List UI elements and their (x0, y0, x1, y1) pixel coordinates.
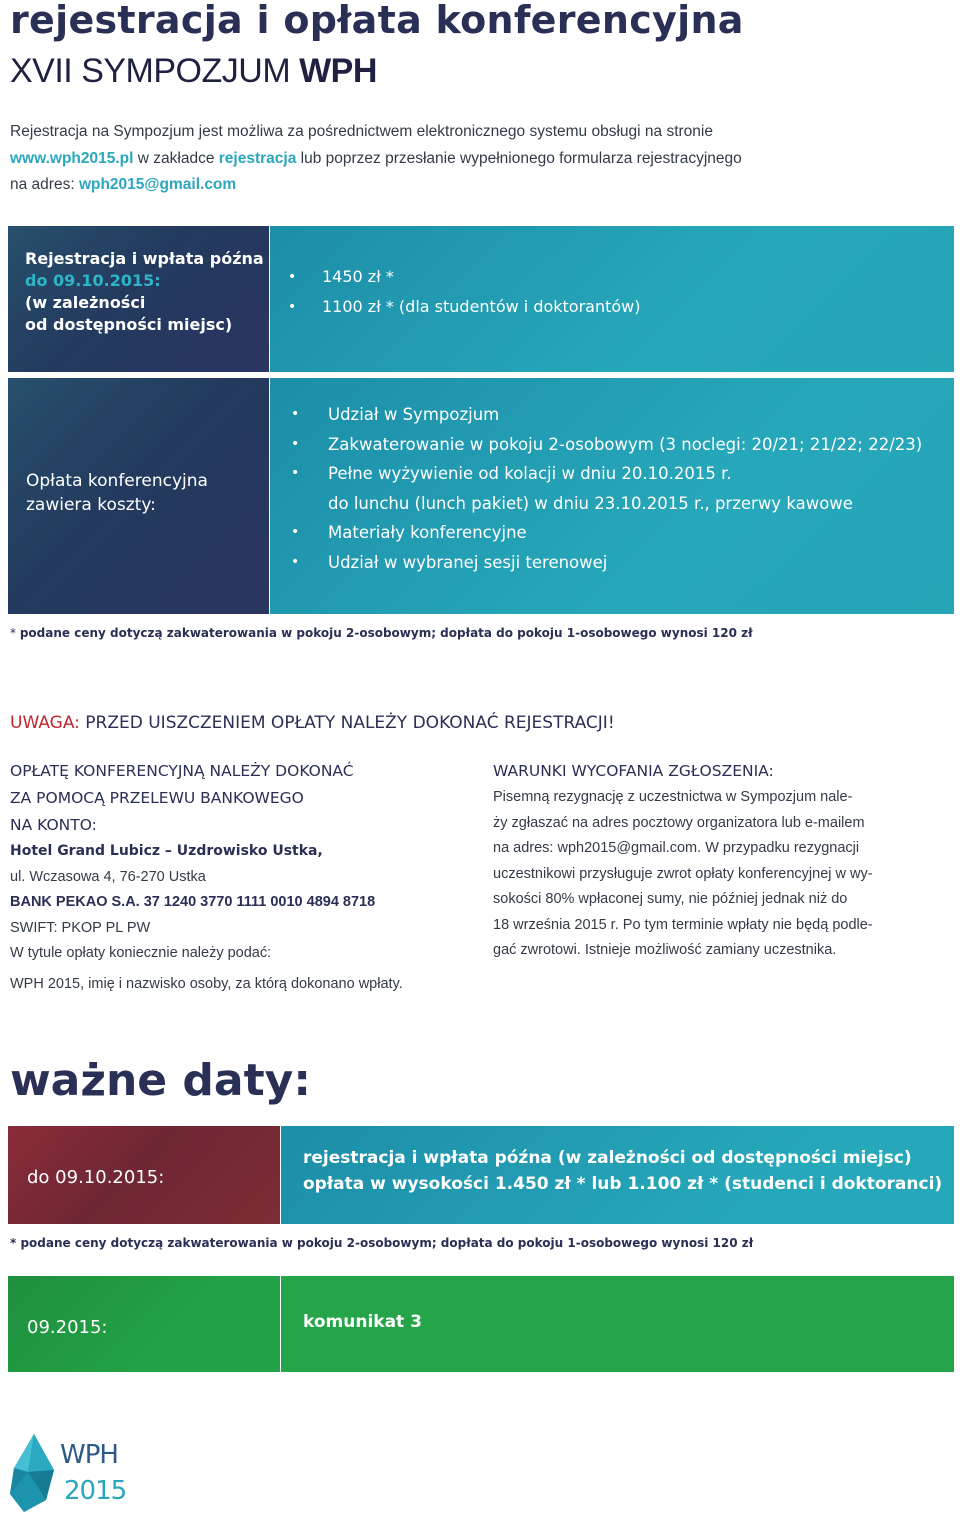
fee-item: • Materiały konferencyjne (291, 518, 922, 548)
logo-year: 2015 (64, 1476, 127, 1506)
date-row-1-text (303, 1145, 942, 1197)
footnote-text: podane ceny dotyczą zakwaterowania w pokoju 2-osobowym; dopłata do pokoju 1-osobowego wynosi 120 zł (19, 626, 753, 640)
fee-item: • Udział w wybranej sesji terenowej (291, 548, 922, 578)
price-note: (dla studentów i doktorantów) (393, 297, 641, 316)
intro-line-3 (10, 172, 910, 199)
fee-item: • Zakwaterowanie w pokoju 2-osobowym (3 noclegi: 20/21; 21/22; 22/23) (291, 430, 922, 460)
late-registration-label (25, 248, 264, 336)
intro-line-2 (10, 146, 910, 173)
website-link[interactable]: www.wph2015.pl (10, 149, 134, 167)
date-row-2-text: komunikat 3 (303, 1312, 422, 1332)
logo-text: WPH (60, 1440, 118, 1470)
fee-item: • Udział w Sympozjum (291, 400, 922, 430)
subtitle-acronym: WPH (299, 52, 377, 90)
price-footnote (10, 626, 753, 640)
date-row-2-label (8, 1276, 280, 1372)
date-row-1-line: opłata w wysokości 1.450 zł * lub 1.100 zł * (studenci i doktoranci) (303, 1174, 943, 1194)
late-registration-label-panel (8, 226, 269, 372)
date-row-2-content (281, 1276, 954, 1372)
payment-instructions (10, 758, 480, 997)
intro-text: w zakładce (133, 149, 219, 167)
wph-logo (6, 1430, 126, 1520)
label-line: (w zależności (25, 293, 146, 312)
price-list (288, 262, 641, 322)
fee-item: • Pełne wyżywienie od kolacji w dniu 20.10.2015 r. (291, 459, 922, 489)
date-row-2-date: 09.2015: (27, 1317, 108, 1338)
label-line: Opłata konferencyjna (26, 471, 208, 491)
date-row-1-label (8, 1126, 280, 1224)
label-line: od dostępności miejsc) (25, 315, 233, 334)
transfer-title-content: WPH 2015, imię i nazwisko osoby, za którą dokonano wpłaty. (10, 975, 403, 992)
registration-warning (10, 713, 615, 733)
fee-includes-list (291, 400, 922, 577)
intro-text: na adres: (10, 176, 79, 193)
label-line: zawiera koszty: (26, 495, 156, 515)
price-value: 1100 zł (322, 297, 386, 316)
price-item (288, 262, 641, 292)
intro-line-1: Rejestracja na Sympozjum jest możliwa za pośrednictwem elektronicznego systemu obsługi na stronie (10, 123, 713, 140)
withdrawal-conditions (493, 758, 953, 964)
hotel-name: Hotel Grand Lubicz – Uzdrowisko Ustka, (10, 843, 323, 859)
footnote-mark: * (10, 626, 20, 640)
dates-footnote: * podane ceny dotyczą zakwaterowania w pokoju 2-osobowym; dopłata do pokoju 1-osobowego wynosi 120 zł (10, 1236, 754, 1250)
fee-item: do lunchu (lunch pakiet) w dniu 23.10.2015 r., przerwy kawowe (328, 493, 853, 513)
date-row-1-content (281, 1126, 954, 1224)
label-line: Rejestracja i wpłata późna (25, 249, 264, 268)
label-date: do 09.10.2015: (25, 271, 161, 290)
withdrawal-line: uczestnikowi przysługuje zwrot opłaty konferencyjnej w wy- (493, 865, 873, 882)
withdrawal-line: 18 września 2015 r. Po tym terminie wpłaty nie będą podle- (493, 916, 873, 933)
price-mark: * (385, 267, 394, 286)
email-link[interactable]: wph2015@gmail.com (78, 176, 237, 193)
price-item (288, 292, 641, 322)
withdrawal-line: sokości 80% wpłaconej sumy, nie później jednak niż do (493, 891, 848, 907)
subtitle-text: XVII SYMPOZJUM (10, 52, 300, 90)
page-subtitle (10, 52, 377, 91)
warning-text: PRZED UISZCZENIEM OPŁATY NALEŻY DOKONAĆ REJESTRACJI! (79, 713, 615, 733)
price-value: 1450 zł (322, 267, 386, 286)
intro-paragraph (10, 119, 910, 199)
hotel-address: ul. Wczasowa 4, 76-270 Ustka (10, 868, 206, 885)
fee-includes-list-panel (270, 378, 954, 614)
withdrawal-line: ży zgłaszać na adres pocztowy organizatora lub e-mailem (493, 814, 865, 831)
withdrawal-text (493, 785, 953, 964)
important-dates-title: ważne daty: (10, 1055, 311, 1106)
page-title: rejestracja i opłata konferencyjna (10, 0, 744, 42)
warning-label: UWAGA: (10, 713, 80, 733)
transfer-title-note: W tytule opłaty koniecznie należy podać: (10, 945, 272, 961)
withdrawal-line: gać zwrotowi. Istnieje możliwość zamiany uczestnika. (493, 942, 837, 958)
payment-heading: ZA POMOCĄ PRZELEWU BANKOWEGO (10, 789, 304, 807)
withdrawal-line: na adres: wph2015@gmail.com. W przypadku rezygnacji (493, 840, 860, 856)
withdrawal-line: Pisemną rezygnację z uczestnictwa w Sympozjum nale- (493, 789, 853, 805)
fee-includes-label-panel (8, 378, 269, 614)
date-row-1-date: do 09.10.2015: (27, 1167, 165, 1188)
swift-code: SWIFT: PKOP PL PW (10, 919, 151, 936)
late-registration-prices-panel (270, 226, 954, 372)
payment-heading: NA KONTO: (10, 816, 97, 834)
intro-text: lub poprzez przesłanie wypełnionego formularza rejestracyjnego (296, 149, 742, 167)
payment-heading: OPŁATĘ KONFERENCYJNĄ NALEŻY DOKONAĆ (10, 762, 354, 780)
date-row-1-line: rejestracja i wpłata późna (w zależności od dostępności miejsc) (303, 1148, 912, 1168)
bank-account: BANK PEKAO S.A. 37 1240 3770 1111 0010 4894 8718 (10, 894, 376, 910)
fee-includes-label (26, 469, 208, 517)
withdrawal-heading: WARUNKI WYCOFANIA ZGŁOSZENIA: (493, 762, 774, 780)
price-mark: * (385, 297, 394, 316)
registration-tab-name: rejestracja (218, 149, 297, 167)
